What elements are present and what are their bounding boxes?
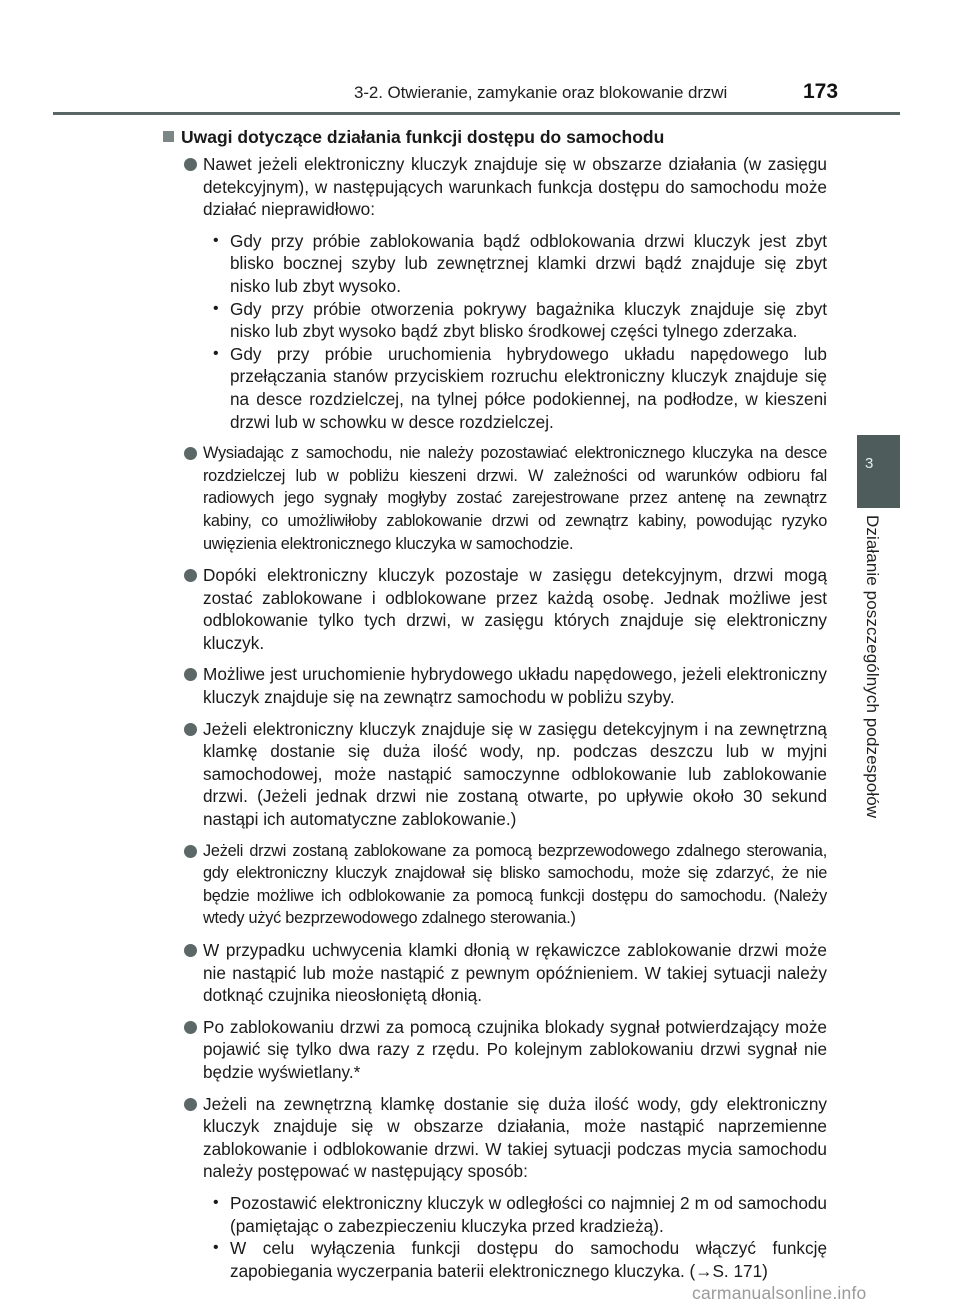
circle-bullet-icon xyxy=(184,668,197,681)
circle-bullet-icon xyxy=(184,447,197,460)
note-text: W przypadku uchwycenia klamki dłonią w rękawiczce zablokowanie drzwi może nie nastąpić lub może nastąpić z pewnym opóźnieniem. W takiej sytuacji należy dotknąć czujnika nieosłoniętą dłonią. xyxy=(203,940,827,1006)
circle-bullet-icon xyxy=(184,569,197,582)
dot-bullet-icon: • xyxy=(213,1193,219,1211)
sub-list xyxy=(203,230,827,433)
circle-bullet-icon xyxy=(184,723,197,736)
circle-bullet-icon xyxy=(184,845,197,858)
square-bullet-icon xyxy=(163,131,174,142)
sub-list xyxy=(203,1192,827,1282)
chapter-label: Działanie poszczególnych podzespołów xyxy=(863,515,882,819)
sub-list-item xyxy=(213,1237,827,1282)
note-item xyxy=(163,1093,827,1283)
watermark: carmanualsonline.info xyxy=(692,1283,867,1303)
page-number: 173 xyxy=(803,80,839,103)
section-title: 3-2. Otwieranie, zamykanie oraz blokowanie drzwi xyxy=(354,83,728,102)
dot-bullet-icon: • xyxy=(213,231,219,249)
sub-list-item: • Gdy przy próbie uruchomienia hybrydowego układu napędowego lub przełączania stanów przyciskiem rozruchu elektroniczny kluczyk znajduje się na desce rozdzielczej, na tylnej półce podokiennej, na podłodze, w kieszeni drzwi lub w schowku w desce rozdzielczej. xyxy=(213,343,827,432)
note-item xyxy=(163,840,827,930)
note-item xyxy=(163,718,827,831)
notes-section xyxy=(163,126,827,1291)
section-heading-text: Uwagi dotyczące działania funkcji dostępu do samochodu xyxy=(181,127,665,147)
note-item xyxy=(163,442,827,555)
chapter-number: 3 xyxy=(865,455,874,472)
circle-bullet-icon xyxy=(184,944,197,957)
note-text: Po zablokowaniu drzwi za pomocą czujnika blokady sygnał potwierdzający może pojawić się tylko dwa razy z rzędu. Po kolejnym zablokowaniu drzwi sygnał nie będzie wyświetlany.* xyxy=(203,1016,827,1082)
note-text: Jeżeli elektroniczny kluczyk znajduje się w zasięgu detekcyjnym i na zewnętrzną klamkę dostanie się duża ilość wody, np. podczas deszczu lub w myjni samochodowej, może nastąpić samoczynne odblokowanie lub zablokowanie drzwi. (Jeżeli jednak drzwi nie zostaną otwarte, po upływie około 30 sekund nastąpi ich automatyczne zablokowanie.) xyxy=(203,718,827,830)
note-text: Jeżeli drzwi zostaną zablokowane za pomocą bezprzewodowego zdalnego sterowania, gdy elektroniczny kluczyk znajdował się blisko samochodu, może się zdarzyć, że nie będzie możliwe ich odblokowanie za pomocą funkcji dostępu do samochodu. (Należy wtedy użyć bezprzewodowego zdalnego sterowania.) xyxy=(203,841,827,928)
note-item xyxy=(163,663,827,708)
note-text: Wysiadając z samochodu, nie należy pozostawiać elektronicznego kluczyka na desce rozdzielczej lub w pobliżu kieszeni drzwi. W zależności od warunków odbioru fal radiowych jego sygnały mogłyby zostać zarejestrowane przez antenę na zewnątrz kabiny, co umożliwiłoby zablokowanie drzwi od zewnątrz kabiny, powodując ryzyko uwięzienia elektronicznego kluczyka w samochodzie. xyxy=(203,444,827,553)
note-item xyxy=(163,939,827,1007)
sub-list-item: • Pozostawić elektroniczny kluczyk w odległości co najmniej 2 m od samochodu (pamiętając o zabezpieczeniu kluczyka przed kradzieżą). xyxy=(213,1192,827,1236)
dot-bullet-icon: • xyxy=(213,299,219,317)
circle-bullet-icon xyxy=(184,1098,197,1111)
dot-bullet-icon: • xyxy=(213,1239,219,1257)
header-divider xyxy=(53,112,900,115)
sub-list-item: • Gdy przy próbie otworzenia pokrywy bagażnika kluczyk znajduje się zbyt nisko lub zbyt wysoko bądź zbyt blisko środkowej części tylnego zderzaka. xyxy=(213,298,827,342)
note-item xyxy=(163,564,827,654)
chapter-tab[interactable] xyxy=(857,435,900,508)
note-text: Nawet jeżeli elektroniczny kluczyk znajduje się w obszarze działania (w zasięgu detekcyjnym), w następujących warunkach funkcja dostępu do samochodu może działać nieprawidłowo: xyxy=(203,154,827,220)
note-text: Możliwe jest uruchomienie hybrydowego układu napędowego, jeżeli elektroniczny kluczyk znajduje się na zewnątrz samochodu w pobliżu szyby. xyxy=(203,664,827,708)
circle-bullet-icon xyxy=(184,158,197,171)
section-heading xyxy=(163,126,827,148)
circle-bullet-icon xyxy=(184,1021,197,1034)
page-reference-link[interactable]: W celu wyłączenia funkcji dostępu do samochodu włączyć funkcję zapobiegania wyczerpania baterii elektronicznego kluczyka. (→S. 171) xyxy=(230,1238,827,1281)
note-item xyxy=(163,1016,827,1084)
note-text: Dopóki elektroniczny kluczyk pozostaje w zasięgu detekcyjnym, drzwi mogą zostać zablokowane i odblokowane przez każdą osobę. Jednak możliwe jest odblokowanie tylko tych drzwi, w zasięgu których znajduje się elektroniczny kluczyk. xyxy=(203,565,827,653)
sub-list-item: • Gdy przy próbie zablokowania bądź odblokowania drzwi kluczyk jest zbyt blisko bocznej szyby lub zewnętrznej klamki drzwi bądź znajduje się zbyt nisko lub zbyt wysoko. xyxy=(213,230,827,296)
note-text: Jeżeli na zewnętrzną klamkę dostanie się duża ilość wody, gdy elektroniczny kluczyk znajduje się w obszarze działania, może nastąpić naprzemienne zablokowanie i odblokowanie drzwi. W takiej sytuacji podczas mycia samochodu należy postępować w następujący sposób: xyxy=(203,1093,827,1182)
note-item xyxy=(163,153,827,433)
dot-bullet-icon: • xyxy=(213,344,219,362)
